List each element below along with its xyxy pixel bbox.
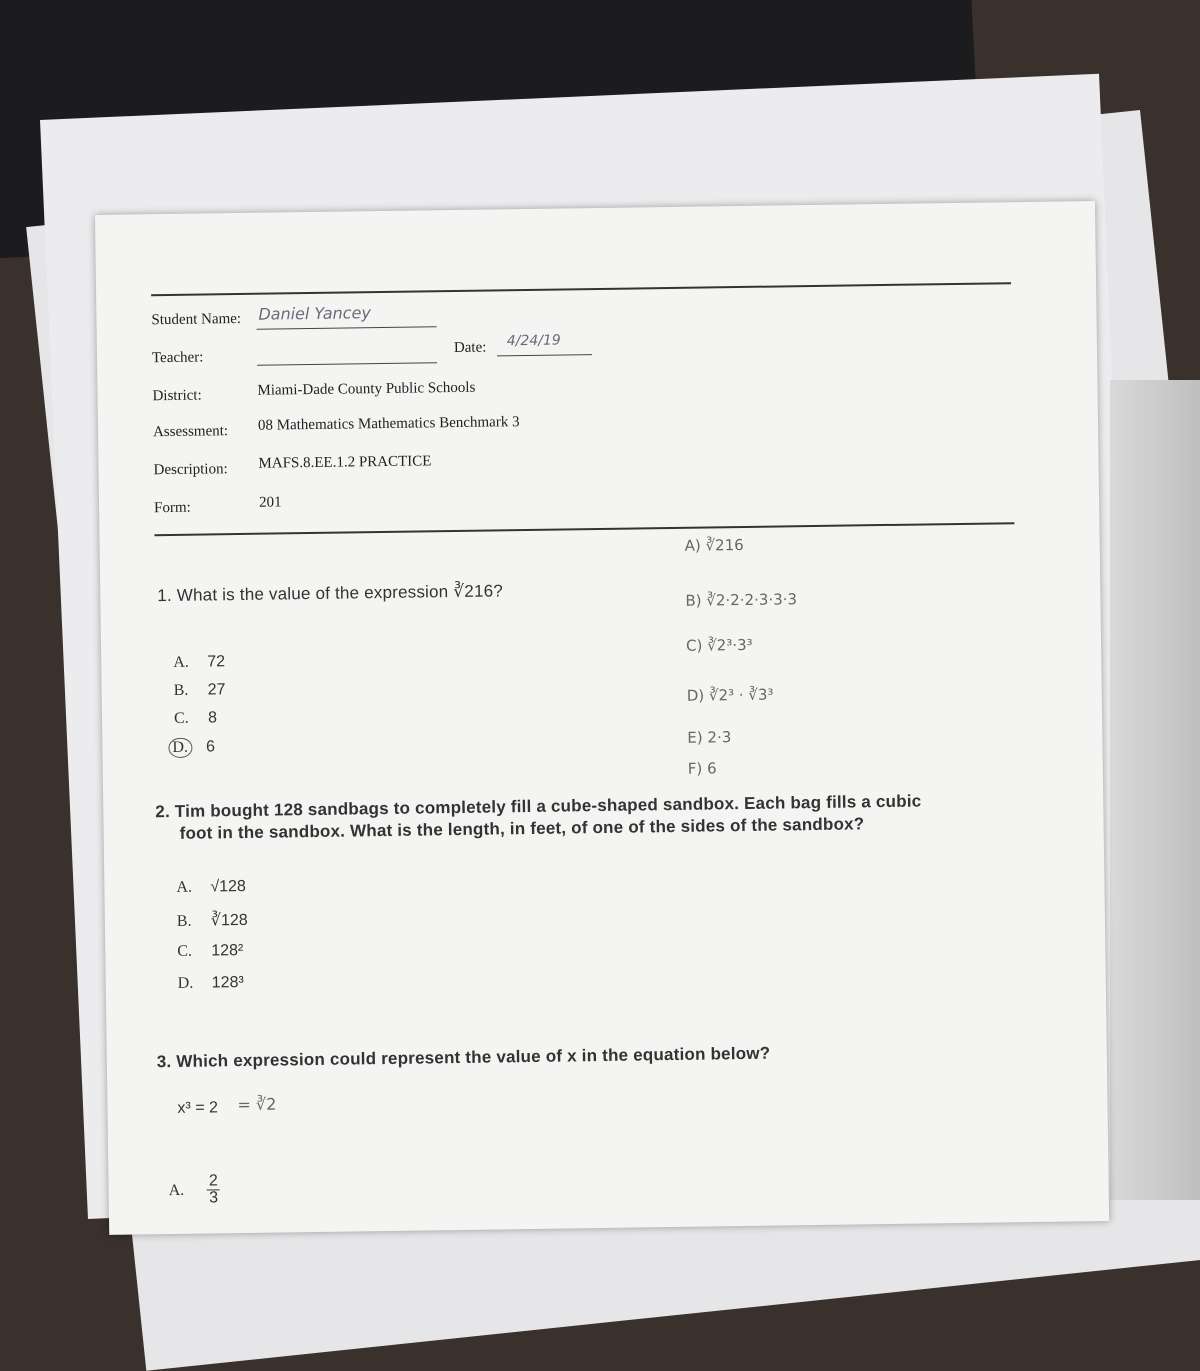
question-2-line-1: 2. Tim bought 128 sandbags to completely fill a cube-shaped sandbox. Each bag fills a cubic <box>155 791 922 822</box>
district-value: Miami-Dade County Public Schools <box>257 379 476 399</box>
q1-option-b-letter: B. <box>173 681 189 699</box>
q3-handwritten-work: = ∛2 <box>237 1094 277 1115</box>
form-value: 201 <box>258 494 282 511</box>
student-name-underline <box>257 326 437 330</box>
form-label: Form: <box>153 499 191 517</box>
q1-option-c-letter: C. <box>173 709 189 727</box>
q1-option-d <box>168 737 215 758</box>
q1-option-c-value: 8 <box>207 709 218 727</box>
teacher-label: Teacher: <box>151 349 204 367</box>
description-label: Description: <box>153 461 228 479</box>
description-value: MAFS.8.EE.1.2 PRACTICE <box>258 453 432 472</box>
q2-option-b <box>177 910 248 931</box>
date-value: 4/24/19 <box>506 332 561 350</box>
q2-option-c-letter: C. <box>177 942 193 960</box>
q2-option-c-value: 128² <box>211 942 244 960</box>
q2-option-a <box>176 878 246 897</box>
assessment-label: Assessment: <box>152 423 229 441</box>
question-2-line-2: foot in the sandbox. What is the length, in feet, of one of the sides of the sandbox? <box>179 814 865 843</box>
assessment-value: 08 Mathematics Mathematics Benchmark 3 <box>257 414 520 434</box>
q1-work-d: D) ∛2³ · ∛3³ <box>686 685 774 705</box>
date-label: Date: <box>453 339 487 357</box>
q2-option-c <box>177 942 243 961</box>
q1-option-a-letter: A. <box>173 653 189 671</box>
q2-option-a-value: √128 <box>210 877 246 896</box>
question-1-text: 1. What is the value of the expression ∛216? <box>157 581 504 606</box>
q1-work-f: F) 6 <box>687 759 717 778</box>
top-rule <box>151 282 1011 296</box>
q3-equation: x³ = 2 <box>177 1099 219 1117</box>
q3-option-a-numerator: 2 <box>207 1173 220 1190</box>
q1-work-e: E) 2·3 <box>687 728 732 747</box>
worksheet-page <box>95 201 1109 1235</box>
right-edge-sheet <box>1110 380 1200 1200</box>
q1-option-d-letter-circled: D. <box>168 738 192 758</box>
q1-work-a: A) ∛216 <box>684 535 744 555</box>
q3-option-a-letter: A. <box>168 1181 185 1199</box>
q3-option-a-denominator: 3 <box>209 1189 219 1207</box>
q1-option-d-value: 6 <box>205 738 216 756</box>
teacher-underline <box>257 362 437 366</box>
q2-option-d-value: 128³ <box>211 973 244 992</box>
q2-option-a-letter: A. <box>176 878 193 896</box>
date-underline <box>497 354 592 356</box>
q1-option-c <box>174 709 217 728</box>
q1-option-a <box>173 653 225 672</box>
q1-option-a-value: 72 <box>207 653 226 671</box>
q1-work-b: B) ∛2·2·2·3·3·3 <box>685 590 798 610</box>
q2-option-d-letter: D. <box>177 974 194 992</box>
question-3-text: 3. Which expression could represent the value of x in the equation below? <box>156 1043 771 1072</box>
q3-option-a-fraction <box>207 1173 220 1206</box>
q2-option-b-value: ∛128 <box>210 911 248 930</box>
district-label: District: <box>152 387 202 405</box>
student-name-label: Student Name: <box>151 310 242 329</box>
q1-option-b <box>174 681 226 700</box>
q2-option-d <box>178 974 244 993</box>
q1-work-c: C) ∛2³·3³ <box>685 635 753 655</box>
q1-option-b-value: 27 <box>207 681 226 699</box>
q3-option-a <box>168 1173 220 1207</box>
q2-option-b-letter: B. <box>176 912 192 930</box>
student-name-value: Daniel Yancey <box>258 303 371 324</box>
header-bottom-rule <box>154 522 1014 536</box>
